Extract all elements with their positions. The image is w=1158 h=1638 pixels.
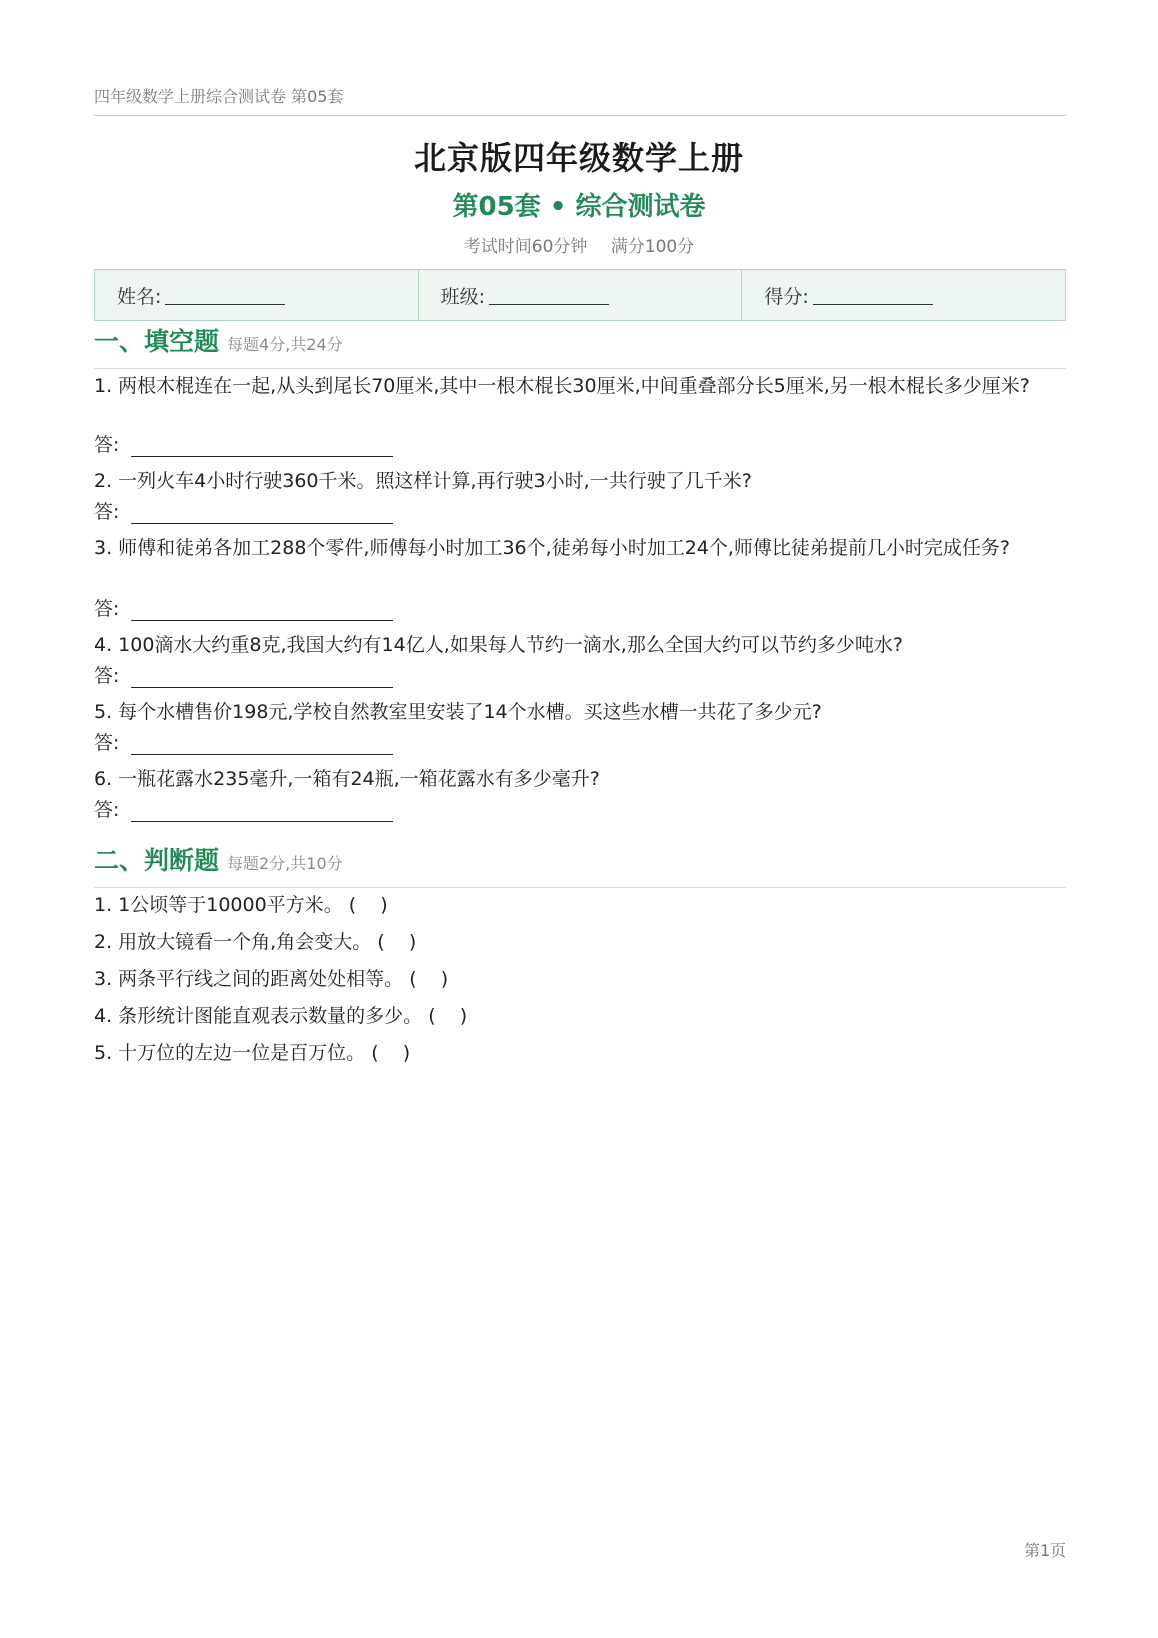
answer-label: 答: [94,598,120,620]
score-field[interactable] [813,286,933,305]
answer-label: 答: [94,665,120,687]
student-info-table [94,269,1066,321]
section-note: 每题4分,共24分 [227,335,343,354]
exam-info [0,232,1158,257]
judgement-item-1: 1. 1公顷等于10000平方米。 ( ) [94,894,388,916]
question-1: 1. 两根木棍连在一起,从头到尾长70厘米,其中一根木棍长30厘米,中间重叠部分长5厘米,另一根木棍长多少厘米? [94,375,1030,397]
judgement-item-3: 3. 两条平行线之间的距离处处相等。 ( ) [94,968,449,990]
question-5: 5. 每个水槽售价198元,学校自然教室里安装了14个水槽。买这些水槽一共花了多少元? [94,701,822,723]
name-field[interactable] [165,286,285,305]
class-label: 班级: [440,285,486,308]
section-title: 一、填空题 [94,327,220,356]
running-header: 四年级数学上册综合测试卷 第05套 [94,84,1066,116]
question-3: 3. 师傅和徒弟各加工288个零件,师傅每小时加工36个,徒弟每小时加工24个,师傅比徒弟提前几小时完成任务? [94,537,1010,559]
name-cell [95,270,418,320]
judgement-item-5: 5. 十万位的左边一位是百万位。 ( ) [94,1042,411,1064]
section-note: 每题2分,共10分 [227,854,343,873]
section-heading-true-false [94,841,1066,888]
name-label: 姓名: [117,285,162,308]
answer-line[interactable] [131,799,393,822]
exam-time: 考试时间60分钟 [463,237,588,257]
answer-row-2 [94,497,393,524]
section-heading-fill-blank [94,322,1066,369]
judgement-item-4: 4. 条形统计图能直观表示数量的多少。 ( ) [94,1005,468,1027]
answer-line[interactable] [131,665,393,688]
page-number: 第1页 [1024,1541,1067,1560]
answer-row-6 [94,795,393,822]
question-2: 2. 一列火车4小时行驶360千米。照这样计算,再行驶3小时,一共行驶了几千米? [94,470,752,492]
answer-line[interactable] [131,434,393,457]
answer-label: 答: [94,799,120,821]
page-title: 北京版四年级数学上册 [413,139,744,177]
answer-line[interactable] [131,598,393,621]
answer-row-3 [94,594,393,621]
class-cell [418,270,742,320]
answer-line[interactable] [131,501,393,524]
exam-full-score: 满分100分 [610,237,695,257]
answer-label: 答: [94,434,120,456]
answer-label: 答: [94,501,120,523]
section-title: 二、判断题 [94,846,220,875]
answer-row-5 [94,728,393,755]
question-6: 6. 一瓶花露水235毫升,一箱有24瓶,一箱花露水有多少毫升? [94,768,600,790]
answer-row-1 [94,430,393,457]
page-subtitle: 第05套 • 综合测试卷 [452,192,706,222]
class-field[interactable] [489,286,609,305]
answer-label: 答: [94,732,120,754]
answer-row-4 [94,661,393,688]
answer-line[interactable] [131,732,393,755]
question-4: 4. 100滴水大约重8克,我国大约有14亿人,如果每人节约一滴水,那么全国大约可以节约多少吨水? [94,634,903,656]
score-label: 得分: [764,285,809,308]
score-cell [741,270,1065,320]
judgement-item-2: 2. 用放大镜看一个角,角会变大。 ( ) [94,931,417,953]
